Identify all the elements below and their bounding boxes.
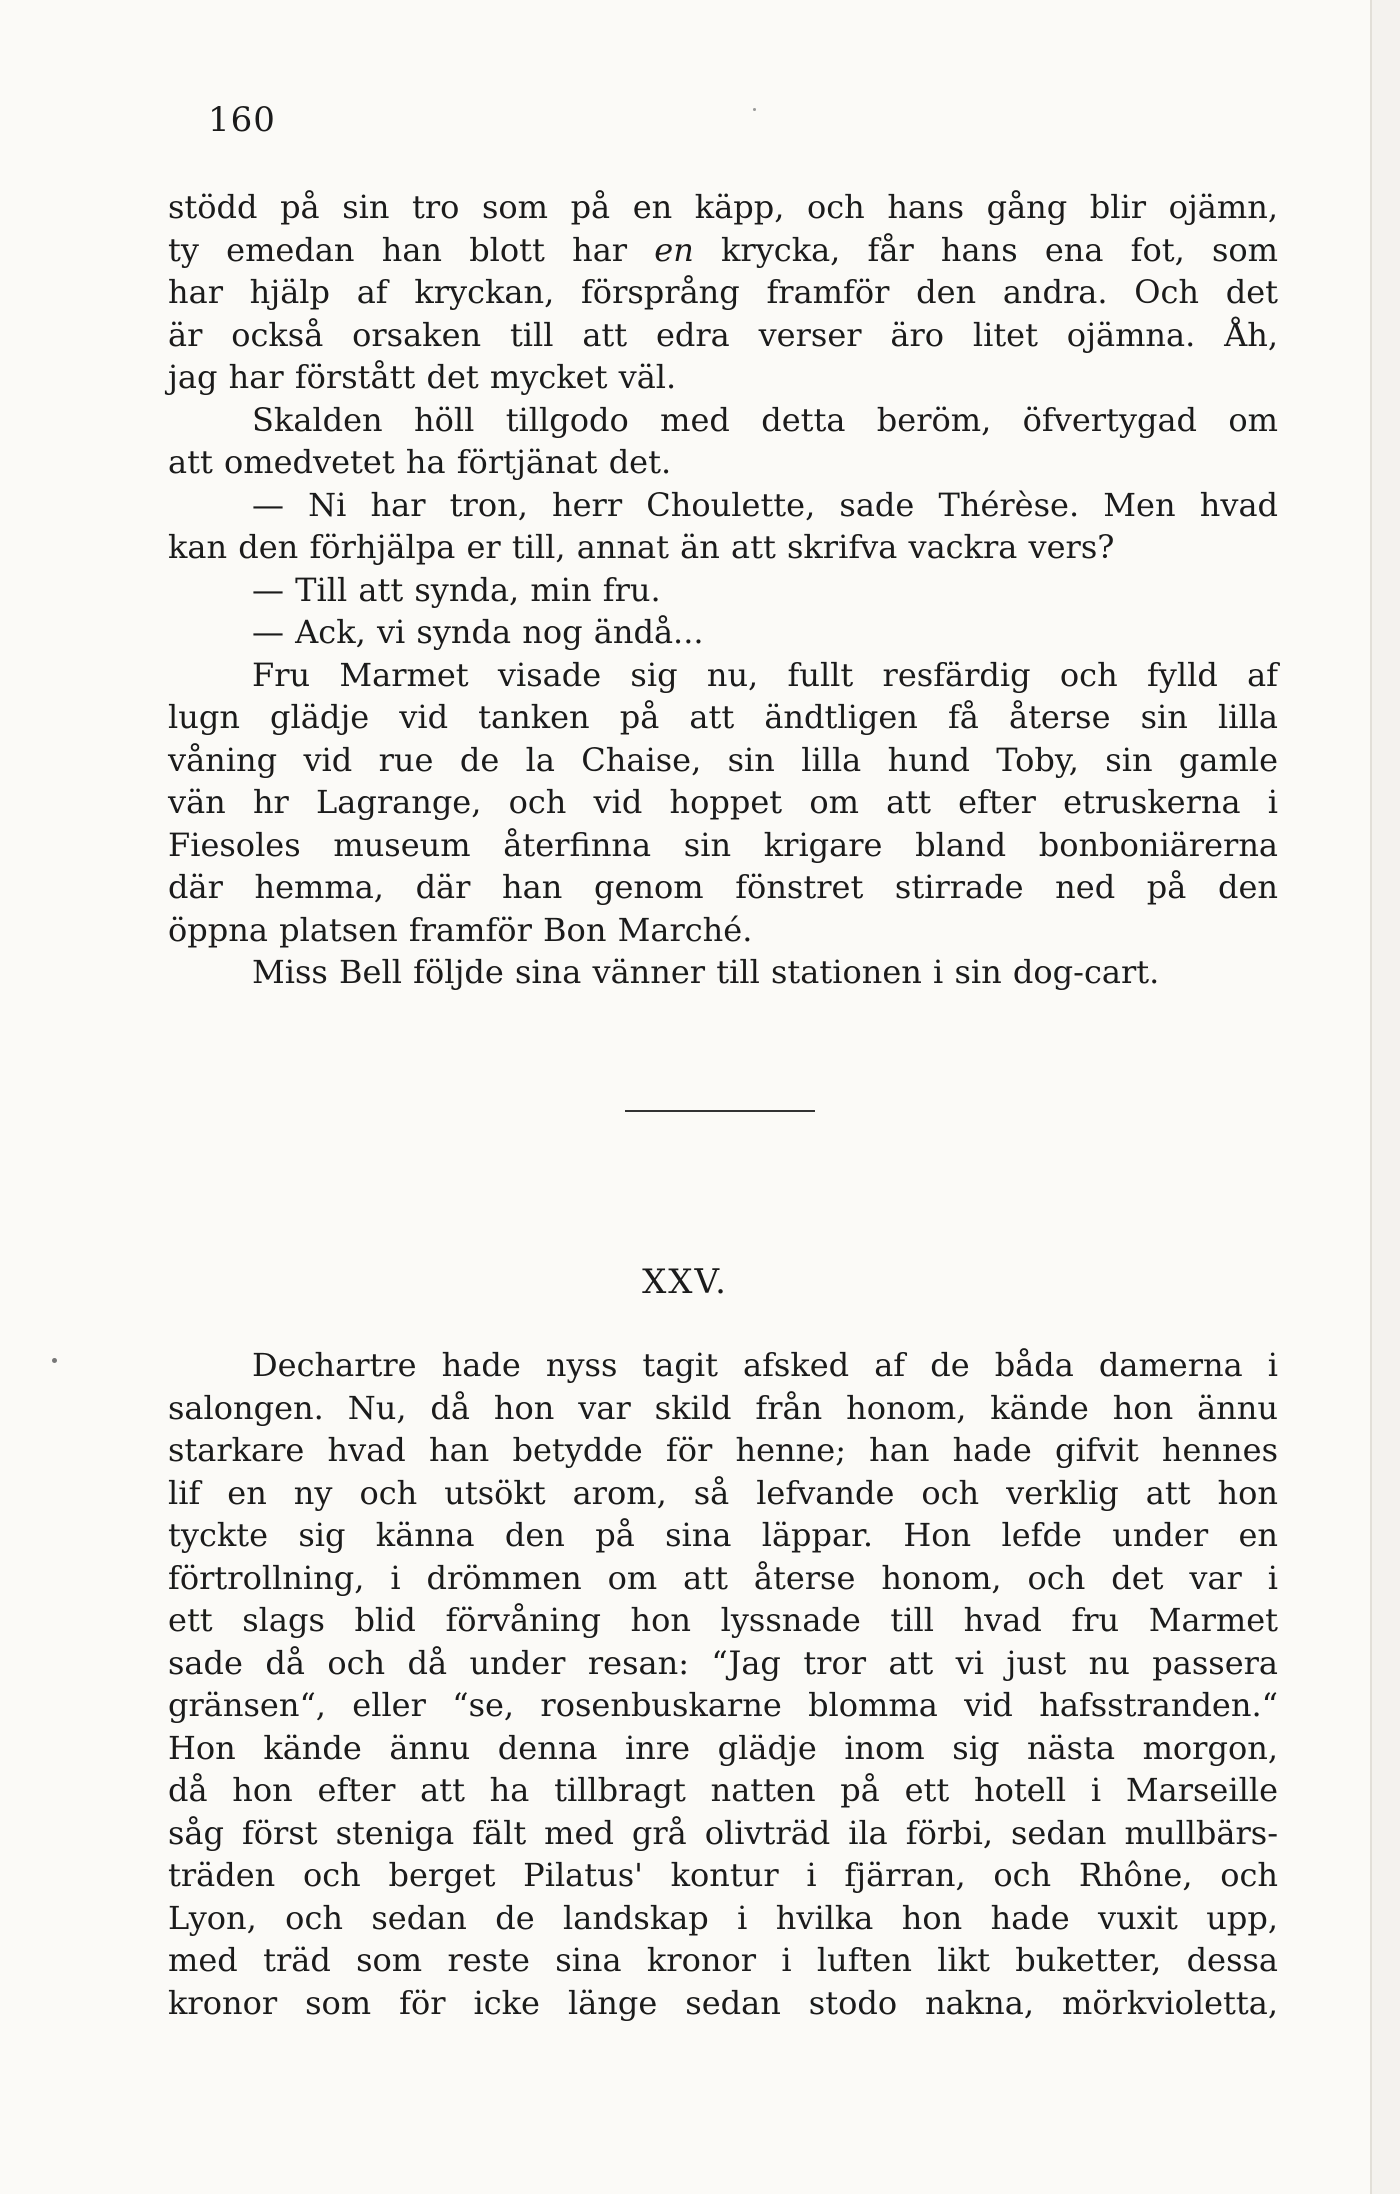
text-line: salongen. Nu, då hon var skild från honom, kände hon ännu xyxy=(168,1388,1278,1427)
text-line: jag har förstått det mycket väl. xyxy=(168,358,677,396)
text-line: lugn glädje vid tanken på att ändtligen få återse sin lilla xyxy=(168,698,1278,736)
text-line: Dechartre hade nyss tagit afsked af de båda damerna i xyxy=(252,1346,1278,1384)
text-section-1 xyxy=(168,186,1278,994)
text-line: — Till att synda, min fru. xyxy=(252,570,661,609)
text-section-2 xyxy=(168,1344,1278,2024)
text-line: kan den förhjälpa er till, annat än att skrifva vackra vers? xyxy=(168,528,1115,566)
text-line: gränsen“, eller “se, rosenbuskarne blomma vid hafsstranden.“ xyxy=(168,1686,1278,1724)
text-line: Miss Bell följde sina vänner till stationen i sin dog-cart. xyxy=(252,953,1160,991)
text-line: starkare hvad han betydde för henne; han hade gifvit hennes xyxy=(168,1431,1278,1469)
text-line: då hon efter att ha tillbragt natten på ett hotell i Marseille xyxy=(168,1771,1278,1809)
text-line: tyckte sig känna den på sina läppar. Hon lefde under en xyxy=(168,1516,1278,1554)
text-line: att omedvetet ha förtjänat det. xyxy=(168,443,672,481)
text-line: — Ni har tron, herr Choulette, sade Thérèse. Men hvad xyxy=(252,485,1278,524)
text-line: kronor som för icke länge sedan stodo nakna, mörkvioletta, xyxy=(168,1983,1278,2022)
text-line: träden och berget Pilatus' kontur i fjärran, och Rhône, och xyxy=(168,1856,1278,1894)
text-line: öppna platsen framför Bon Marché. xyxy=(168,910,753,949)
text-line: stödd på sin tro som på en käpp, och hans gång blir ojämn, xyxy=(168,188,1278,226)
margin-mark xyxy=(52,1358,57,1363)
text-line: lif en ny och utsökt arom, så lefvande och verklig att hon xyxy=(168,1473,1278,1512)
text-line: ett slags blid förvåning hon lyssnade till hvad fru Marmet xyxy=(168,1601,1278,1639)
text-line: Fiesoles museum återfinna sin krigare bland bonboniärerna xyxy=(168,825,1278,864)
text-line: förtrollning, i drömmen om att återse honom, och det var i xyxy=(168,1558,1278,1597)
text-line: vän hr Lagrange, och vid hoppet om att efter etruskerna i xyxy=(168,783,1278,821)
speck xyxy=(753,108,756,111)
text-line: Fru Marmet visade sig nu, fullt resfärdig och fylld af xyxy=(252,655,1278,694)
text-line: Hon kände ännu denna inre glädje inom sig nästa morgon, xyxy=(168,1728,1278,1767)
text-line: Lyon, och sedan de landskap i hvilka hon hade vuxit upp, xyxy=(168,1898,1278,1937)
chapter-heading: XXV. xyxy=(642,1262,728,1302)
text-line: har hjälp af kryckan, försprång framför den andra. Och det xyxy=(168,273,1278,311)
emphasis: en xyxy=(654,230,694,269)
page-number: 160 xyxy=(208,100,276,140)
text-line: våning vid rue de la Chaise, sin lilla hund Toby, sin gamle xyxy=(168,740,1278,779)
section-divider xyxy=(625,1110,815,1112)
text-line: sade då och då under resan: “Jag tror att vi just nu passera xyxy=(168,1643,1278,1682)
text-line: med träd som reste sina kronor i luften likt buketter, dessa xyxy=(168,1941,1278,1979)
text-line: är också orsaken till att edra verser äro litet ojämna. Åh, xyxy=(168,315,1278,354)
text-line: — Ack, vi synda nog ändå... xyxy=(252,613,704,651)
text-line: såg först steniga fält med grå olivträd ila förbi, sedan mullbärs- xyxy=(168,1813,1278,1852)
text-line: Skalden höll tillgodo med detta beröm, öfvertygad om xyxy=(252,400,1278,439)
text-line: där hemma, där han genom fönstret stirrade ned på den xyxy=(168,868,1278,906)
text-line: ty emedan han blott har en krycka, får hans ena fot, som xyxy=(168,230,1279,269)
